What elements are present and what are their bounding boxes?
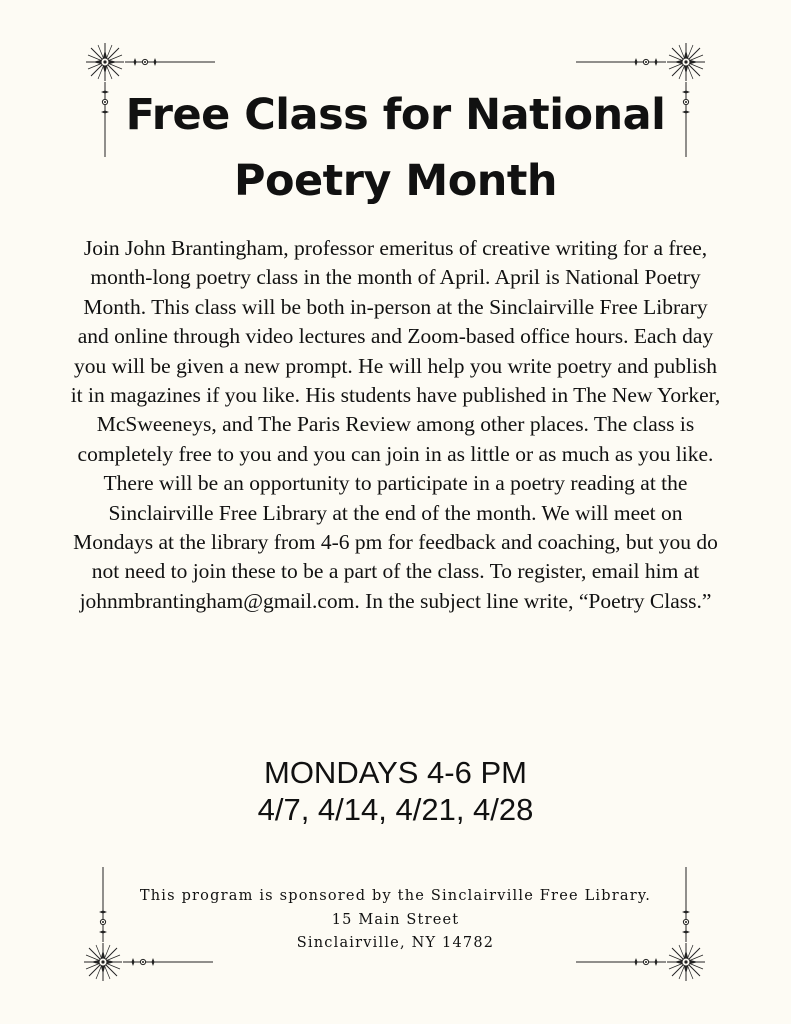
title-line-2: Poetry Month xyxy=(233,156,558,206)
address-city: Sinclairville, NY 14782 xyxy=(296,935,495,951)
sponsor-line: This program is sponsored by the Sinclairville Free Library. xyxy=(139,888,652,904)
schedule-dates: 4/7, 4/14, 4/21, 4/28 xyxy=(257,792,534,827)
schedule-days: MONDAYS 4-6 PM xyxy=(264,755,527,790)
class-description: Join John Brantingham, professor emeritus of creative writing for a free, month-long poetry class in the month of April. April is National Poetry Month. This class will be both in-person at the Sinclairville Free Library and online through video lectures and Zoom-based office hours. Each day you will be given a new prompt. He will help you write poetry and publish it in magazines if you like. His students have published in The New Yorker, McSweeneys, and The Paris Review among other places. The class is completely free to you and you can join in as little or as much as you like. There will be an opportunity to participate in a poetry reading at the Sinclairville Free Library at the end of the month. We will meet on Mondays at the library from 4-6 pm for feedback and coaching, but you do not need to join these to be a part of the class. To register, email him at johnmbrantingham@gmail.com. In the subject line write, “Poetry Class.” xyxy=(70,236,721,613)
sponsor-footer xyxy=(95,885,696,956)
schedule xyxy=(145,754,646,828)
address-street: 15 Main Street xyxy=(331,911,460,928)
page-title xyxy=(95,82,696,214)
title-line-1: Free Class for National xyxy=(125,90,666,140)
starburst-icon xyxy=(86,43,124,81)
starburst-icon xyxy=(667,43,705,81)
